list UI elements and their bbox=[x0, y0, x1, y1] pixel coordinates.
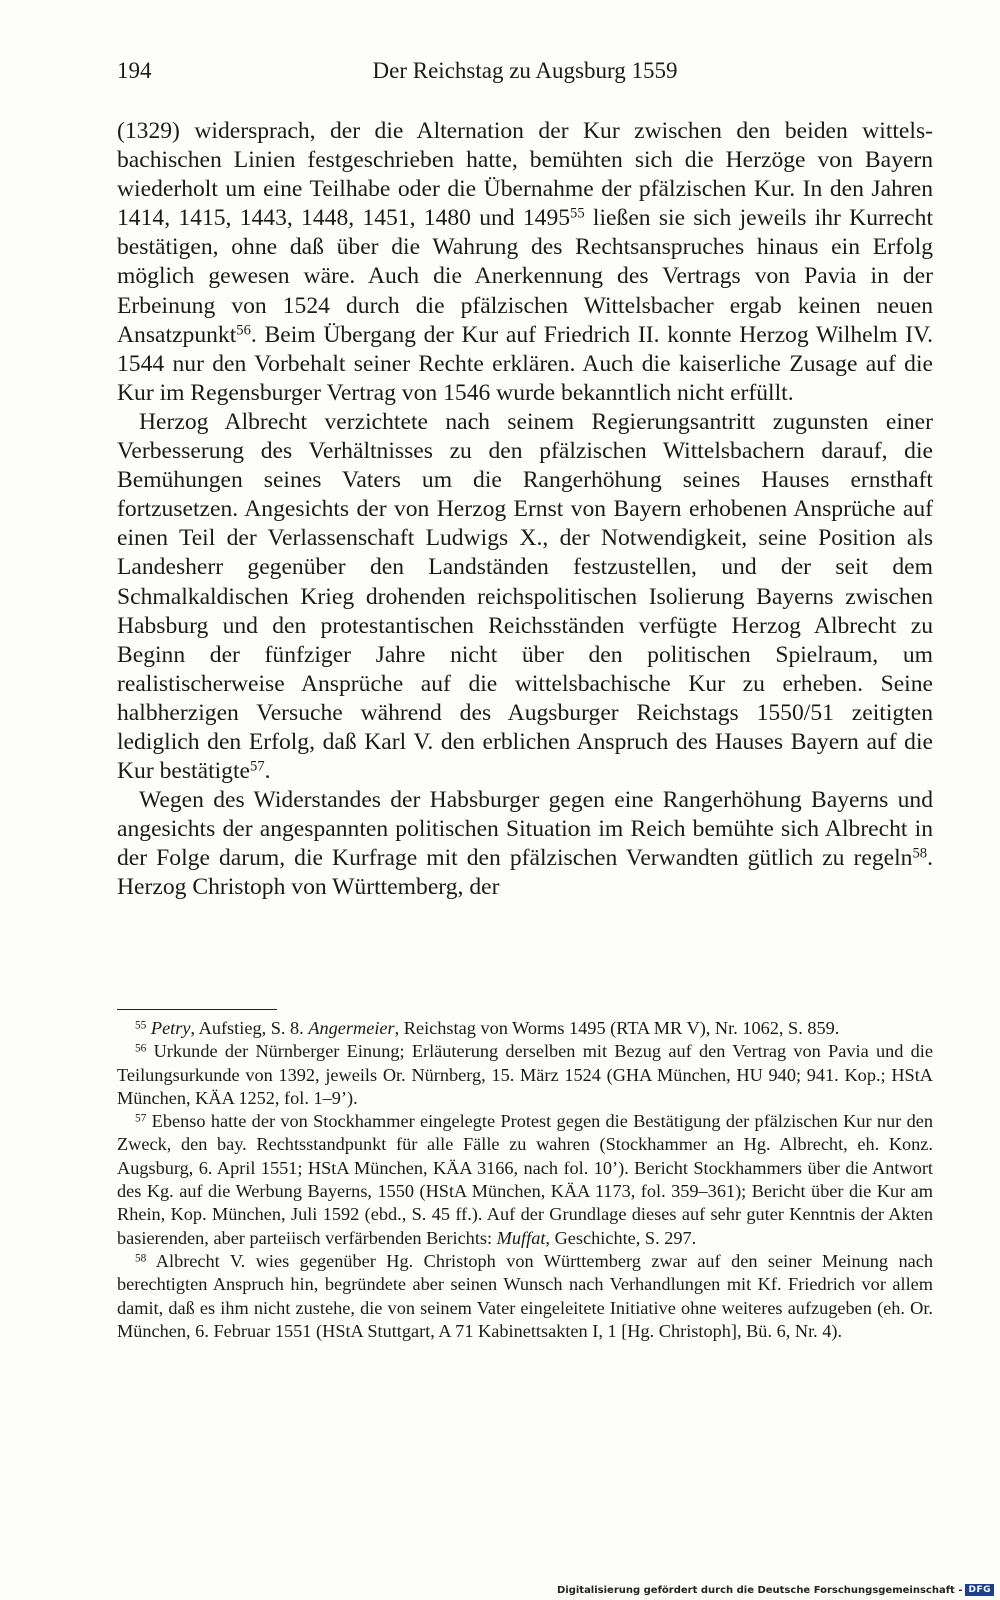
footnote-ref: 56 bbox=[236, 322, 251, 339]
footnote-text: , Aufstieg, S. 8. bbox=[190, 1018, 309, 1038]
dfg-logo-icon: DFG bbox=[965, 1584, 994, 1596]
paragraph bbox=[117, 408, 933, 786]
body-text bbox=[117, 117, 933, 903]
footnote-separator bbox=[117, 1009, 277, 1010]
footnote-ref: 57 bbox=[250, 758, 265, 775]
footnote-text: Albrecht V. wies gegenüber Hg. Christoph von Württemberg zwar auf den seiner Meinung nach berechtigten Anspruch hin, begründete aber seinen Wunsch nach Verhandlungen mit Kf. Friedrich vor allem damit, daß es ihm nicht zustehe, die von seinem Vater eingeleitete Initiative ohne weiteres aufzugeben (eh. Or. München, 6. Februar 1551 (HStA Stuttgart, A 71 Kabinettsakten I, 1 [Hg. Christoph], Bü. 6, Nr. 4). bbox=[117, 1250, 934, 1341]
footnote-ref: 55 bbox=[570, 205, 585, 222]
paragraph bbox=[117, 786, 933, 902]
footnote-text: Urkunde der Nürnberger Einung; Erläuterung derselben mit Bezug auf den Vertrag von Pavia und die Teilungsurkunde von 1392, jeweils Or. Nürnberg, 15. März 1524 (GHA München, HU 940; 941. Kop.; HStA München, KÄA 1252, fol. 1–9’). bbox=[117, 1041, 933, 1108]
footnote-text: Ebenso hatte der von Stockhammer eingelegte Protest gegen die Bestätigung der pfälzischen Kur nur den Zweck, den bay. Rechtsstandpunkt für alle Fälle zu wahren (Stockhammer an Hg. Albrecht, eh. Konz. Augsburg, 6. April 1551; HStA München, KÄA 3166, nach fol. 10’). Bericht Stockhammers über die Antwort des Kg. auf die Werbung Bayerns, 1550 (HStA München, KÄA 1173, fol. 359–361); Bericht über die Kur am Rhein, Kop. München, Juli 1592 (ebd., S. 45 ff.). Auf der Grundlage dieses auf sehr guter Kenntnis der Akten basierenden, aber parteiisch verfärbenden Berichts: bbox=[117, 1111, 934, 1248]
paragraph-text: Wegen des Widerstandes der Habsburger gegen eine Rangerhöhung Bayerns und angesichts der angespannten politischen Situation im Reich bemühte sich Albrecht in der Folge darum, die Kurfrage mit den pfälzischen Verwandten gütlich zu regeln bbox=[117, 787, 933, 872]
author-name: Muffat bbox=[496, 1227, 546, 1248]
digitization-credit bbox=[557, 1584, 994, 1596]
footnote-text: , Reichstag von Worms 1495 (RTA MR V), Nr. 1062, S. 859. bbox=[394, 1018, 840, 1038]
footnote bbox=[117, 1250, 933, 1343]
paragraph-text: . Herzog Christoph von Württemberg, der bbox=[117, 845, 933, 901]
footnotes bbox=[117, 1017, 933, 1343]
running-head: Der Reichstag zu Augsburg 1559 bbox=[372, 58, 678, 83]
footnote bbox=[117, 1017, 933, 1040]
footnote bbox=[117, 1110, 933, 1250]
paragraph-text: . Beim Übergang der Kur auf Friedrich II. konnte Herzog Wilhelm IV. 1544 nur den Vorbehalt seiner Rechte erklären. Auch die kaiserliche Zusage auf die Kur im Regensburger Vertrag von 1546 wurde bekanntlich nicht erfüllt. bbox=[117, 321, 933, 406]
author-name: Petry bbox=[150, 1018, 191, 1038]
author-name: Angermeier bbox=[308, 1018, 395, 1038]
footnote-number: 58 bbox=[135, 1252, 147, 1265]
credit-text: Digitalisierung gefördert durch die Deutsche Forschungsgemeinschaft - bbox=[556, 1584, 963, 1596]
page-number: 194 bbox=[117, 58, 152, 83]
paragraph bbox=[117, 117, 933, 408]
footnote-number: 56 bbox=[135, 1042, 147, 1055]
footnote-number: 57 bbox=[135, 1112, 147, 1125]
footnote bbox=[117, 1040, 933, 1110]
footnote-number: 55 bbox=[135, 1019, 147, 1032]
paragraph-text: ließen sie sich jeweils ihr Kurrecht bestätigen, ohne daß über die Wahrung des Rechtsanspruches hinaus ein Erfolg möglich gewesen wäre. Auch die Anerkennung des Vertrags von Pavia in der Erbeinung von 1524 durch die pfälzischen Wittelsbacher ergab keinen neuen Ansatzpunkt bbox=[117, 205, 934, 348]
paragraph-text: (1329) widersprach, der die Alternation der Kur zwischen den beiden wittelsbachischen Linien festgeschrieben hatte, bemühten sich die Herzöge von Bayern wiederholt um eine Teilhabe oder die Übernahme der pfälzischen Kur. In den Jahren 1414, 1415, 1443, 1448, 1451, 1480 und 1495 bbox=[117, 118, 933, 232]
page-header bbox=[117, 58, 933, 92]
footnote-ref: 58 bbox=[912, 846, 928, 863]
paragraph-text: Herzog Albrecht verzichtete nach seinem Regierungsantritt zugunsten einer Verbesserung des Verhältnisses zu den pfälzischen Wittelsbachern darauf, die Bemühungen seines Vaters um die Rangerhöhung seines Hauses ernsthaft fortzusetzen. Angesichts der von Herzog Ernst von Bayern erhobenen Ansprüche auf einen Teil der Verlassenschaft Ludwigs X., der Notwendigkeit, seine Position als Landesherr gegenüber den Landständen festzustellen, und der seit dem Schmalkaldischen Krieg drohenden reichspolitischen Isolierung Bayerns zwischen Habsburg und den protestantischen Reichsständen verfügte Herzog Albrecht zu Beginn der fünfziger Jahre nicht über den politischen Spielraum, um realistischerweise Ansprüche auf die wittelsbachische Kur zu erheben. Seine halbherzigen Versuche während des Augsburger Reichstags 1550/51 zeitigten lediglich den Erfolg, daß Karl V. den erblichen Anspruch des Hauses Bayern auf die Kur bestätigte bbox=[117, 408, 933, 785]
footnote-text: , Geschichte, S. 297. bbox=[545, 1227, 697, 1248]
paragraph-text: . bbox=[264, 758, 271, 785]
